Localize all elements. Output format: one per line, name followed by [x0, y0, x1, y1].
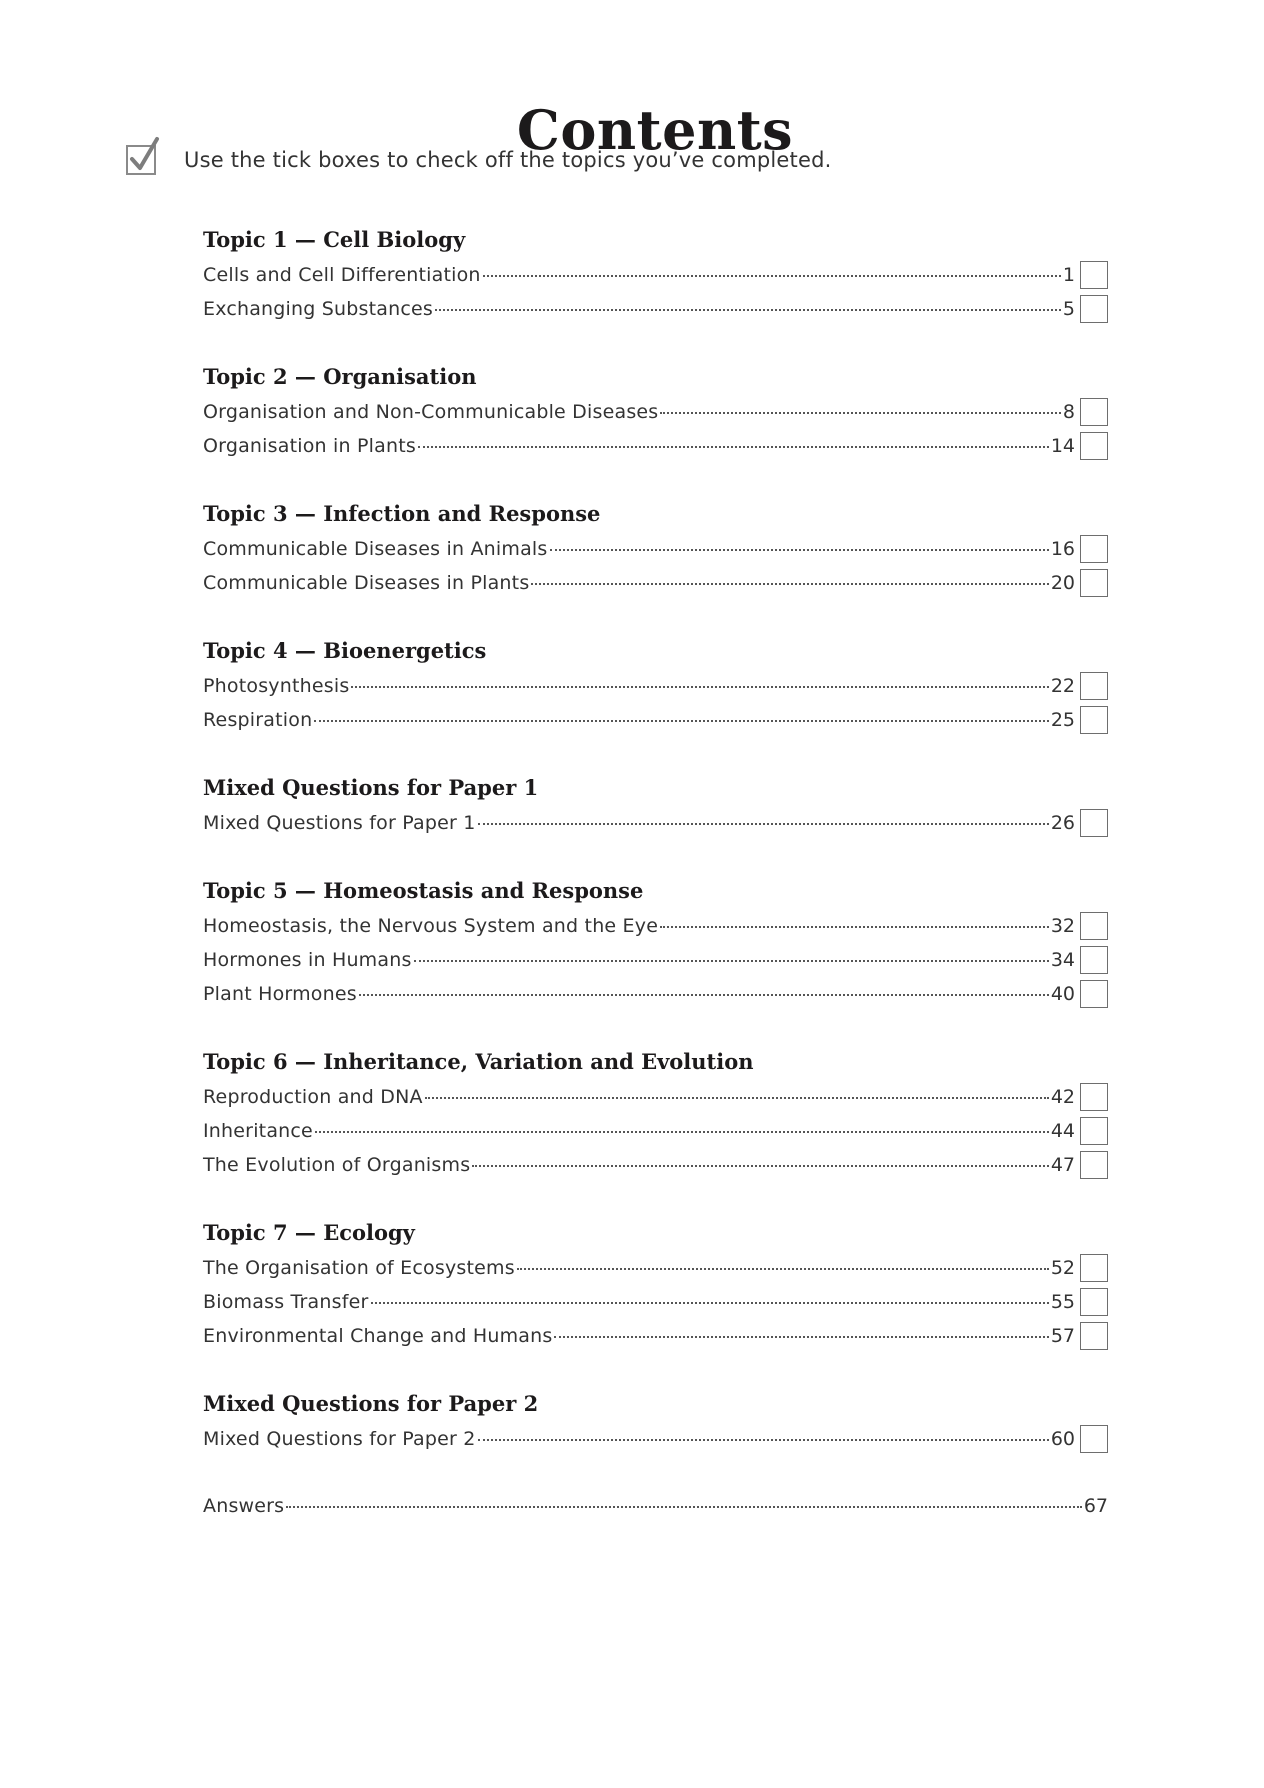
toc-entry	[203, 943, 1108, 977]
dot-leader	[660, 926, 1049, 928]
entry-label: Photosynthesis	[203, 675, 350, 697]
toc-entry	[203, 429, 1108, 463]
dot-leader	[351, 686, 1048, 688]
toc-entry	[203, 395, 1108, 429]
toc-entry-line	[203, 1120, 1075, 1142]
section-heading: Mixed Questions for Paper 1	[203, 775, 539, 800]
page-number: 1	[1062, 264, 1075, 286]
page-number: 34	[1050, 949, 1075, 971]
toc-section	[203, 222, 1108, 326]
toc-entry-line	[203, 401, 1075, 423]
instruction	[126, 142, 832, 178]
entry-label: Inheritance	[203, 1120, 313, 1142]
checkmark-icon	[126, 135, 162, 175]
toc-entry	[203, 1422, 1108, 1456]
toc-entry	[203, 258, 1108, 292]
dot-leader	[517, 1268, 1049, 1270]
toc-entry-line	[203, 1291, 1075, 1313]
toc-section	[203, 496, 1108, 600]
toc-entry-line	[203, 1428, 1075, 1450]
section-heading: Topic 5 — Homeostasis and Response	[203, 878, 644, 903]
page-number: 57	[1050, 1325, 1075, 1347]
completion-checkbox[interactable]	[1080, 1254, 1108, 1282]
completion-checkbox[interactable]	[1080, 912, 1108, 940]
completion-checkbox[interactable]	[1080, 1083, 1108, 1111]
entry-label: Environmental Change and Humans	[203, 1325, 553, 1347]
dot-leader	[314, 720, 1048, 722]
completion-checkbox[interactable]	[1080, 295, 1108, 323]
page-number: 5	[1062, 298, 1075, 320]
toc-entry-line	[203, 983, 1075, 1005]
toc-entry	[203, 1285, 1108, 1319]
toc-entry-line	[203, 538, 1075, 560]
page-number: 52	[1050, 1257, 1075, 1279]
toc-section	[203, 770, 1108, 840]
completion-checkbox[interactable]	[1080, 706, 1108, 734]
dot-leader	[483, 275, 1061, 277]
dot-leader	[472, 1165, 1048, 1167]
dot-leader	[425, 1097, 1049, 1099]
toc-section	[203, 359, 1108, 463]
page-number: 25	[1050, 709, 1075, 731]
page-number: 14	[1050, 435, 1075, 457]
toc-entry-line	[203, 1257, 1075, 1279]
toc-entry-line	[203, 1086, 1075, 1108]
page-number: 22	[1050, 675, 1075, 697]
completion-checkbox[interactable]	[1080, 672, 1108, 700]
section-heading: Topic 4 — Bioenergetics	[203, 638, 487, 663]
toc-entry-line	[203, 1154, 1075, 1176]
completion-checkbox[interactable]	[1080, 980, 1108, 1008]
table-of-contents	[203, 222, 1108, 1523]
entry-label: Mixed Questions for Paper 2	[203, 1428, 476, 1450]
entry-label: Cells and Cell Differentiation	[203, 264, 481, 286]
toc-entry-line	[203, 915, 1075, 937]
dot-leader	[418, 446, 1049, 448]
toc-entry-line	[203, 675, 1075, 697]
toc-entry	[203, 566, 1108, 600]
toc-entry	[203, 909, 1108, 943]
tick-box-example	[126, 145, 156, 175]
toc-entry	[203, 1114, 1108, 1148]
completion-checkbox[interactable]	[1080, 261, 1108, 289]
page-number: 16	[1050, 538, 1075, 560]
page-number: 44	[1050, 1120, 1075, 1142]
instruction-text: Use the tick boxes to check off the topics you’ve completed.	[184, 148, 832, 172]
page-number: 60	[1050, 1428, 1075, 1450]
toc-entry	[203, 1080, 1108, 1114]
toc-entry-line	[203, 572, 1075, 594]
toc-section	[203, 1215, 1108, 1353]
toc-entry	[203, 669, 1108, 703]
toc-entry	[203, 1251, 1108, 1285]
dot-leader	[554, 1336, 1048, 1338]
toc-entry-line	[203, 264, 1075, 286]
dot-leader	[414, 960, 1049, 962]
completion-checkbox[interactable]	[1080, 432, 1108, 460]
page-number: 55	[1050, 1291, 1075, 1313]
entry-label: Exchanging Substances	[203, 298, 434, 320]
toc-entry-line	[203, 1495, 1108, 1517]
toc-entry	[203, 806, 1108, 840]
completion-checkbox[interactable]	[1080, 1425, 1108, 1453]
dot-leader	[550, 549, 1049, 551]
dot-leader	[478, 823, 1049, 825]
page-title: Contents	[516, 98, 794, 163]
toc-entry	[203, 292, 1108, 326]
entry-label: Mixed Questions for Paper 1	[203, 812, 476, 834]
page-number: 47	[1050, 1154, 1075, 1176]
completion-checkbox[interactable]	[1080, 398, 1108, 426]
completion-checkbox[interactable]	[1080, 809, 1108, 837]
toc-section	[203, 1386, 1108, 1456]
page-number: 26	[1050, 812, 1075, 834]
toc-entry-line	[203, 949, 1075, 971]
entry-label: The Evolution of Organisms	[203, 1154, 471, 1176]
page-number: 40	[1050, 983, 1075, 1005]
completion-checkbox[interactable]	[1080, 1288, 1108, 1316]
completion-checkbox[interactable]	[1080, 1322, 1108, 1350]
entry-label: Communicable Diseases in Plants	[203, 572, 530, 594]
page-number: 32	[1050, 915, 1075, 937]
entry-label: Biomass Transfer	[203, 1291, 369, 1313]
entry-label: Plant Hormones	[203, 983, 357, 1005]
section-heading: Topic 2 — Organisation	[203, 364, 477, 389]
dot-leader	[286, 1506, 1082, 1508]
toc-entry-line	[203, 1325, 1075, 1347]
dot-leader	[435, 309, 1061, 311]
entry-label: The Organisation of Ecosystems	[203, 1257, 515, 1279]
dot-leader	[359, 994, 1049, 996]
completion-checkbox[interactable]	[1080, 535, 1108, 563]
answers-entry	[203, 1489, 1108, 1523]
section-heading: Topic 6 — Inheritance, Variation and Evolution	[203, 1049, 754, 1074]
toc-section	[203, 1044, 1108, 1182]
section-heading: Topic 1 — Cell Biology	[203, 227, 466, 252]
completion-checkbox[interactable]	[1080, 1151, 1108, 1179]
entry-label: Reproduction and DNA	[203, 1086, 423, 1108]
section-heading: Topic 3 — Infection and Response	[203, 501, 601, 526]
page-number: 67	[1083, 1495, 1108, 1517]
entry-label: Organisation in Plants	[203, 435, 416, 457]
toc-section	[203, 633, 1108, 737]
page-number: 8	[1062, 401, 1075, 423]
entry-label: Communicable Diseases in Animals	[203, 538, 548, 560]
dot-leader	[315, 1131, 1049, 1133]
toc-entry-line	[203, 298, 1075, 320]
section-heading: Topic 7 — Ecology	[203, 1220, 415, 1245]
completion-checkbox[interactable]	[1080, 569, 1108, 597]
toc-entry-line	[203, 812, 1075, 834]
entry-label: Organisation and Non-Communicable Diseases	[203, 401, 659, 423]
dot-leader	[371, 1302, 1049, 1304]
entry-label: Respiration	[203, 709, 313, 731]
toc-entry	[203, 532, 1108, 566]
entry-label: Answers	[203, 1495, 285, 1517]
dot-leader	[531, 583, 1048, 585]
completion-checkbox[interactable]	[1080, 946, 1108, 974]
toc-entry	[203, 703, 1108, 737]
toc-entry	[203, 1319, 1108, 1353]
page-number: 20	[1050, 572, 1075, 594]
completion-checkbox[interactable]	[1080, 1117, 1108, 1145]
toc-entry	[203, 977, 1108, 1011]
toc-entry-line	[203, 709, 1075, 731]
toc-section	[203, 873, 1108, 1011]
toc-entry	[203, 1148, 1108, 1182]
toc-entry-line	[203, 435, 1075, 457]
dot-leader	[660, 412, 1060, 414]
page-number: 42	[1050, 1086, 1075, 1108]
dot-leader	[478, 1439, 1049, 1441]
section-heading: Mixed Questions for Paper 2	[203, 1391, 539, 1416]
entry-label: Homeostasis, the Nervous System and the Eye	[203, 915, 659, 937]
entry-label: Hormones in Humans	[203, 949, 412, 971]
